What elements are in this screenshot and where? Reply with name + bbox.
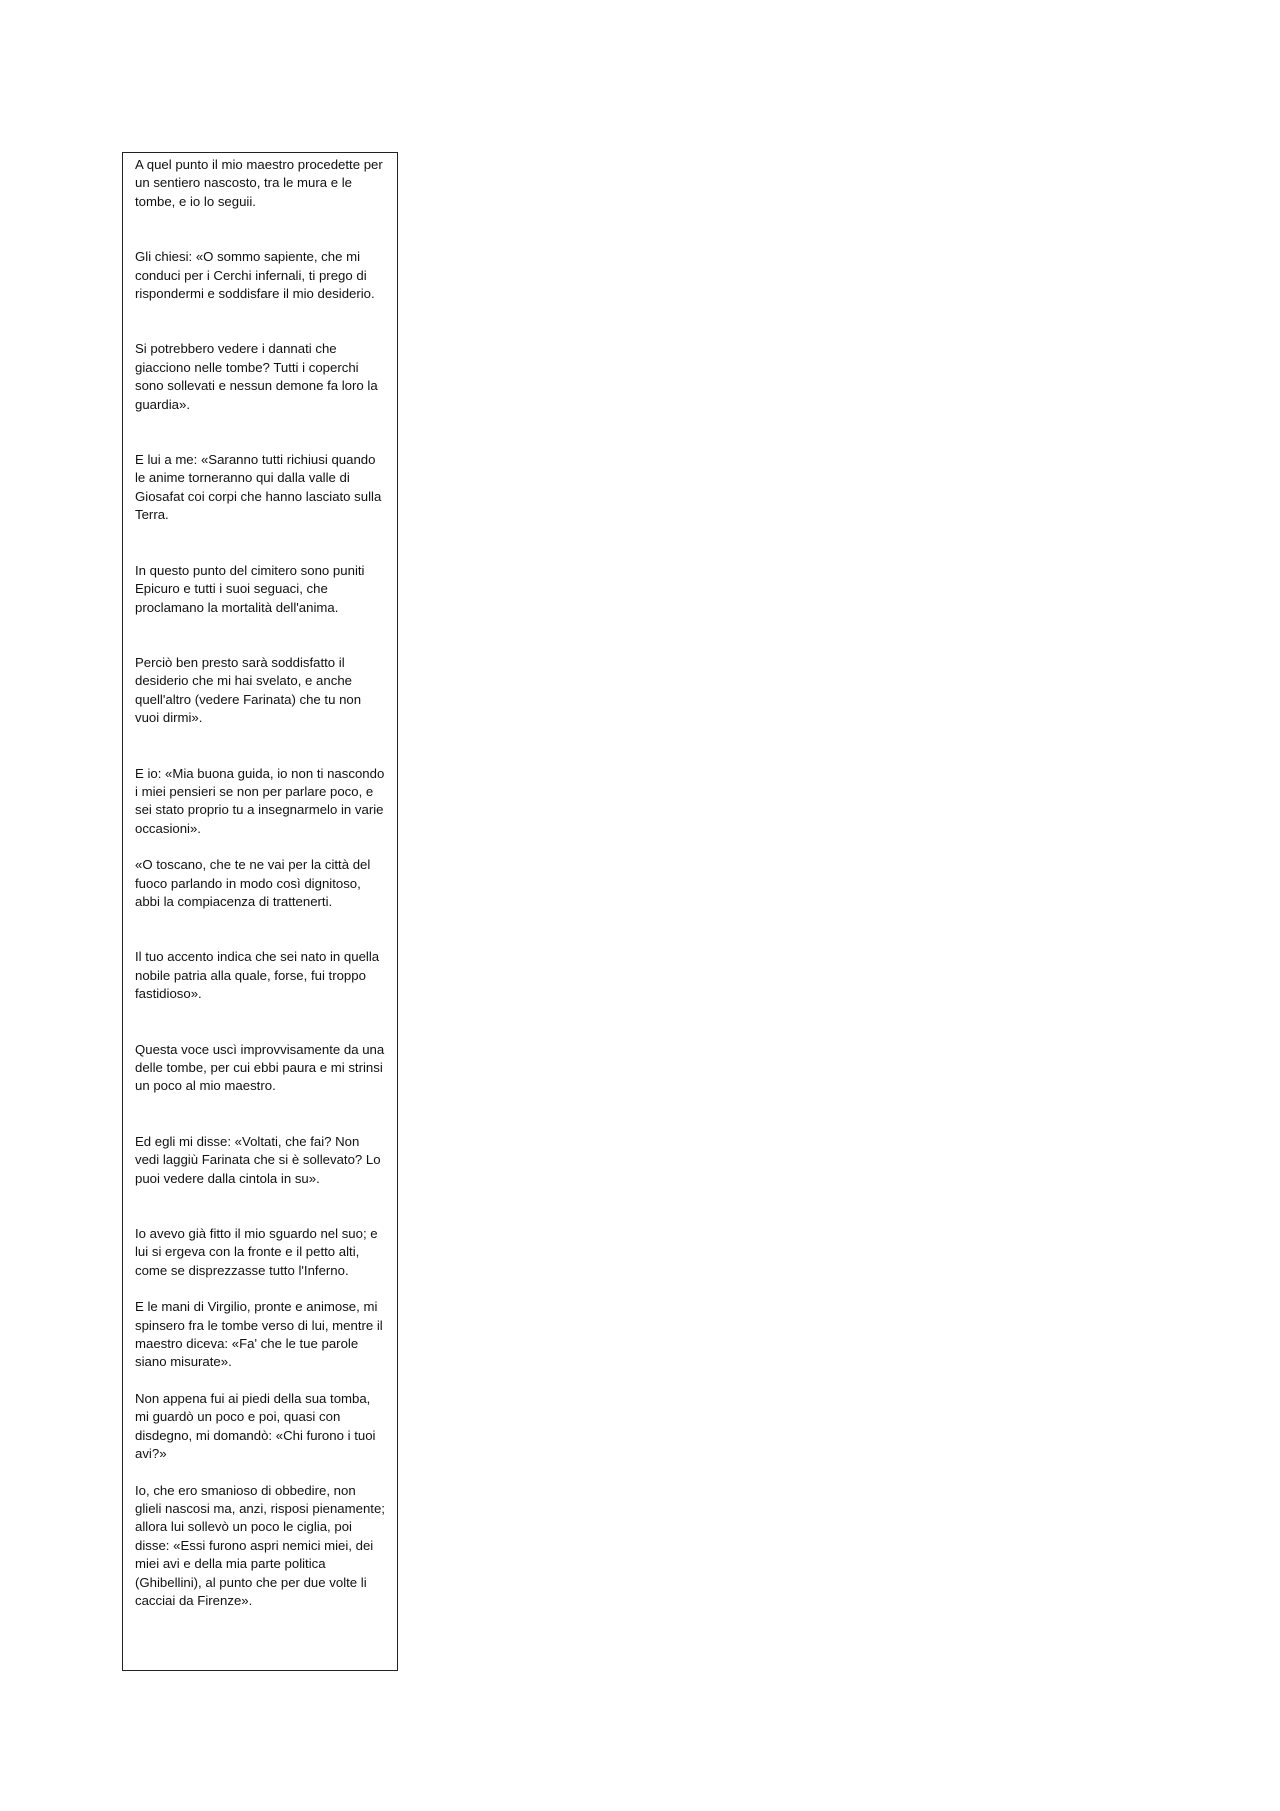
paragraph: Io avevo già fitto il mio sguardo nel suo; e lui si ergeva con la fronte e il petto alti, come se disprezzasse tutto l'Inferno. (135, 1226, 378, 1278)
paragraph: Io, che ero smanioso di obbedire, non glieli nascosi ma, anzi, risposi pienamente; allora lui sollevò un poco le ciglia, poi disse: «Essi furono aspri nemici miei, dei miei avi e della mia parte politica (Ghibellini), al punto che per due volte li cacciai da Firenze». (135, 1482, 385, 1608)
paragraph: «O toscano, che te ne vai per la città del fuoco parlando in modo così dignitoso, abbi la compiacenza di trattenerti. (135, 857, 371, 909)
paragraph: E io: «Mia buona guida, io non ti nascondo i miei pensieri se non per parlare poco, e sei stato proprio tu a insegnarmelo in varie occasioni». (135, 765, 385, 836)
paragraph: Ed egli mi disse: «Voltati, che fai? Non vedi laggiù Farinata che si è sollevato? Lo puoi vedere dalla cintola in su». (135, 1133, 381, 1186)
paragraph: E lui a me: «Saranno tutti richiusi quando le anime torneranno qui dalla valle di Giosafat coi corpi che hanno lasciato sulla Terra. (135, 452, 382, 523)
paragraph: Gli chiesi: «O sommo sapiente, che mi conduci per i Cerchi infernali, ti prego di rispondermi e soddisfare il mio desiderio. (135, 249, 375, 302)
paragraph: E le mani di Virgilio, pronte e animose, mi spinsero fra le tombe verso di lui, mentre il maestro diceva: «Fa' che le tue parole siano misurate». (135, 1299, 383, 1370)
paragraph: Il tuo accento indica che sei nato in quella nobile patria alla quale, forse, fui troppo fastidioso». (135, 949, 380, 1002)
paragraph: A quel punto il mio maestro procedette per un sentiero nascosto, tra le mura e le tombe, e io lo seguii. (135, 157, 383, 209)
paragraph: In questo punto del cimitero sono puniti Epicuro e tutti i suoi seguaci, che proclamano la mortalità dell'anima. (135, 562, 365, 615)
paragraph: Si potrebbero vedere i dannati che giacciono nelle tombe? Tutti i coperchi sono sollevati e nessun demone fa loro la guardia». (135, 341, 378, 412)
paragraph: Perciò ben presto sarà soddisfatto il desiderio che mi hai svelato, e anche quell'altro (vedere Farinata) che tu non vuoi dirmi». (135, 654, 362, 726)
paragraph: Questa voce uscì improvvisamente da una delle tombe, per cui ebbi paura e mi strinsi un poco al mio maestro. (135, 1041, 385, 1094)
text-frame (122, 152, 398, 1671)
paragraph: Non appena fui ai piedi della sua tomba, mi guardò un poco e poi, quasi con disdegno, mi domandò: «Chi furono i tuoi avi?» (135, 1390, 376, 1462)
